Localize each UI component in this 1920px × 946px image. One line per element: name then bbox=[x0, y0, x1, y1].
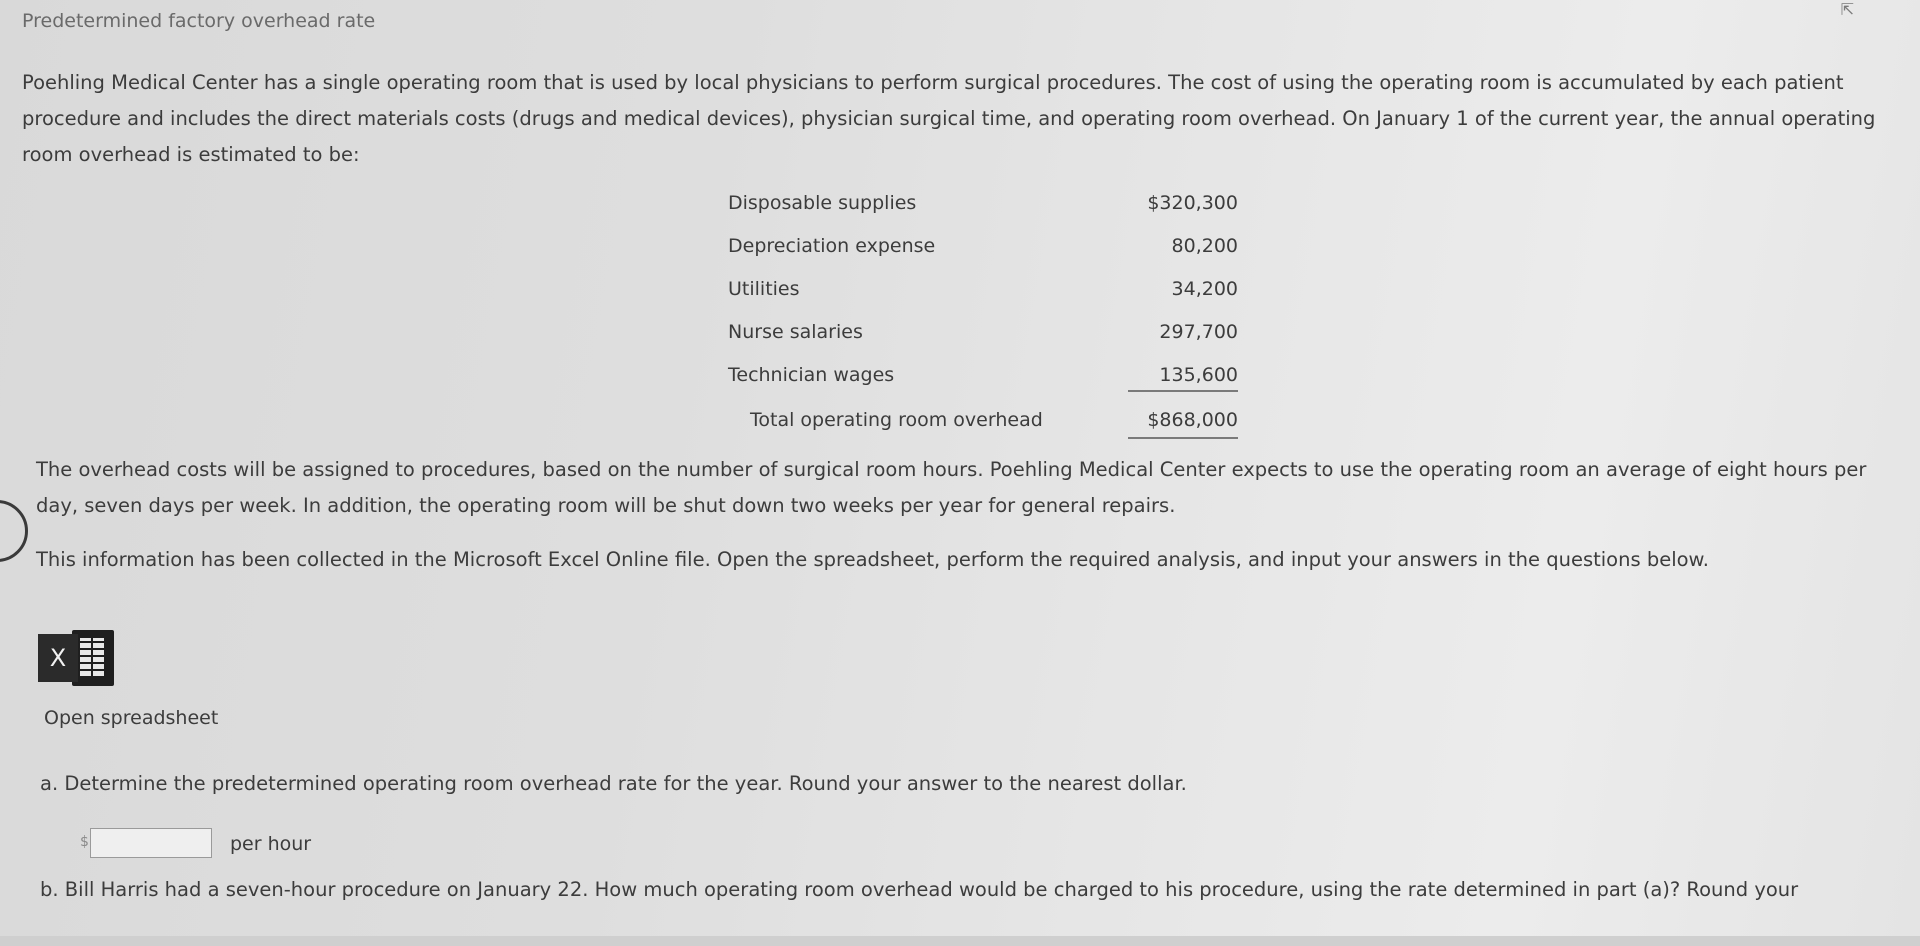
overhead-row-label: Technician wages bbox=[728, 364, 895, 386]
overhead-row-amount: 80,200 bbox=[1171, 235, 1238, 257]
overhead-row-label: Disposable supplies bbox=[728, 192, 917, 214]
overhead-row-label: Utilities bbox=[728, 278, 800, 300]
excel-spreadsheet-icon[interactable] bbox=[38, 628, 122, 690]
page-title: Predetermined factory overhead rate bbox=[22, 10, 376, 32]
overhead-row-amount: 297,700 bbox=[1159, 321, 1238, 343]
overhead-row bbox=[728, 272, 1238, 315]
overhead-row-label: Nurse salaries bbox=[728, 321, 863, 343]
overhead-total-label: Total operating room overhead bbox=[750, 409, 1043, 431]
question-a-text: a. Determine the predetermined operating room overhead rate for the year. Round your answer to the nearest dollar. bbox=[40, 772, 1187, 795]
unit-label: per hour bbox=[230, 833, 312, 855]
overhead-row bbox=[728, 358, 1238, 401]
cursor-icon: ⇱ bbox=[1840, 0, 1854, 19]
currency-symbol: $ bbox=[80, 834, 89, 850]
overhead-total-row bbox=[728, 401, 1238, 449]
bottom-divider bbox=[0, 936, 1920, 946]
side-arc-decoration bbox=[0, 500, 28, 562]
overhead-row-amount: $320,300 bbox=[1147, 192, 1238, 214]
intro-paragraph: Poehling Medical Center has a single operating room that is used by local physicians to perform surgical procedures. The cost of using the operating room is accumulated by each patient procedure and includes the direct materials costs (drugs and medical devices), physician surgical time, and operating room overhead. On January 1 of the current year, the annual operating room overhead is estimated to be: bbox=[22, 71, 1876, 166]
overhead-table bbox=[728, 186, 1238, 449]
overhead-row bbox=[728, 315, 1238, 358]
overhead-row-amount: 135,600 bbox=[1128, 364, 1238, 392]
excel-note-paragraph: This information has been collected in the Microsoft Excel Online file. Open the spreadsheet, perform the required analysis, and input your answers in the questions below. bbox=[36, 548, 1709, 571]
assignment-paragraph: The overhead costs will be assigned to procedures, based on the number of surgical room hours. Poehling Medical Center expects to use the operating room an average of eight hours per day, seven days per week. In addition, the operating room will be shut down two weeks per year for general repairs. bbox=[36, 458, 1867, 517]
overhead-rate-input[interactable] bbox=[90, 828, 212, 858]
open-spreadsheet-link[interactable]: Open spreadsheet bbox=[44, 707, 219, 729]
overhead-row-amount: 34,200 bbox=[1171, 278, 1238, 300]
overhead-row bbox=[728, 229, 1238, 272]
spreadsheet-grid-icon bbox=[72, 630, 114, 686]
overhead-row bbox=[728, 186, 1238, 229]
overhead-row-label: Depreciation expense bbox=[728, 235, 936, 257]
excel-x-icon: X bbox=[38, 634, 78, 682]
overhead-total-amount: $868,000 bbox=[1128, 409, 1238, 439]
question-b-text: b. Bill Harris had a seven-hour procedure on January 22. How much operating room overhead would be charged to his procedure, using the rate determined in part (a)? Round your bbox=[40, 878, 1799, 901]
